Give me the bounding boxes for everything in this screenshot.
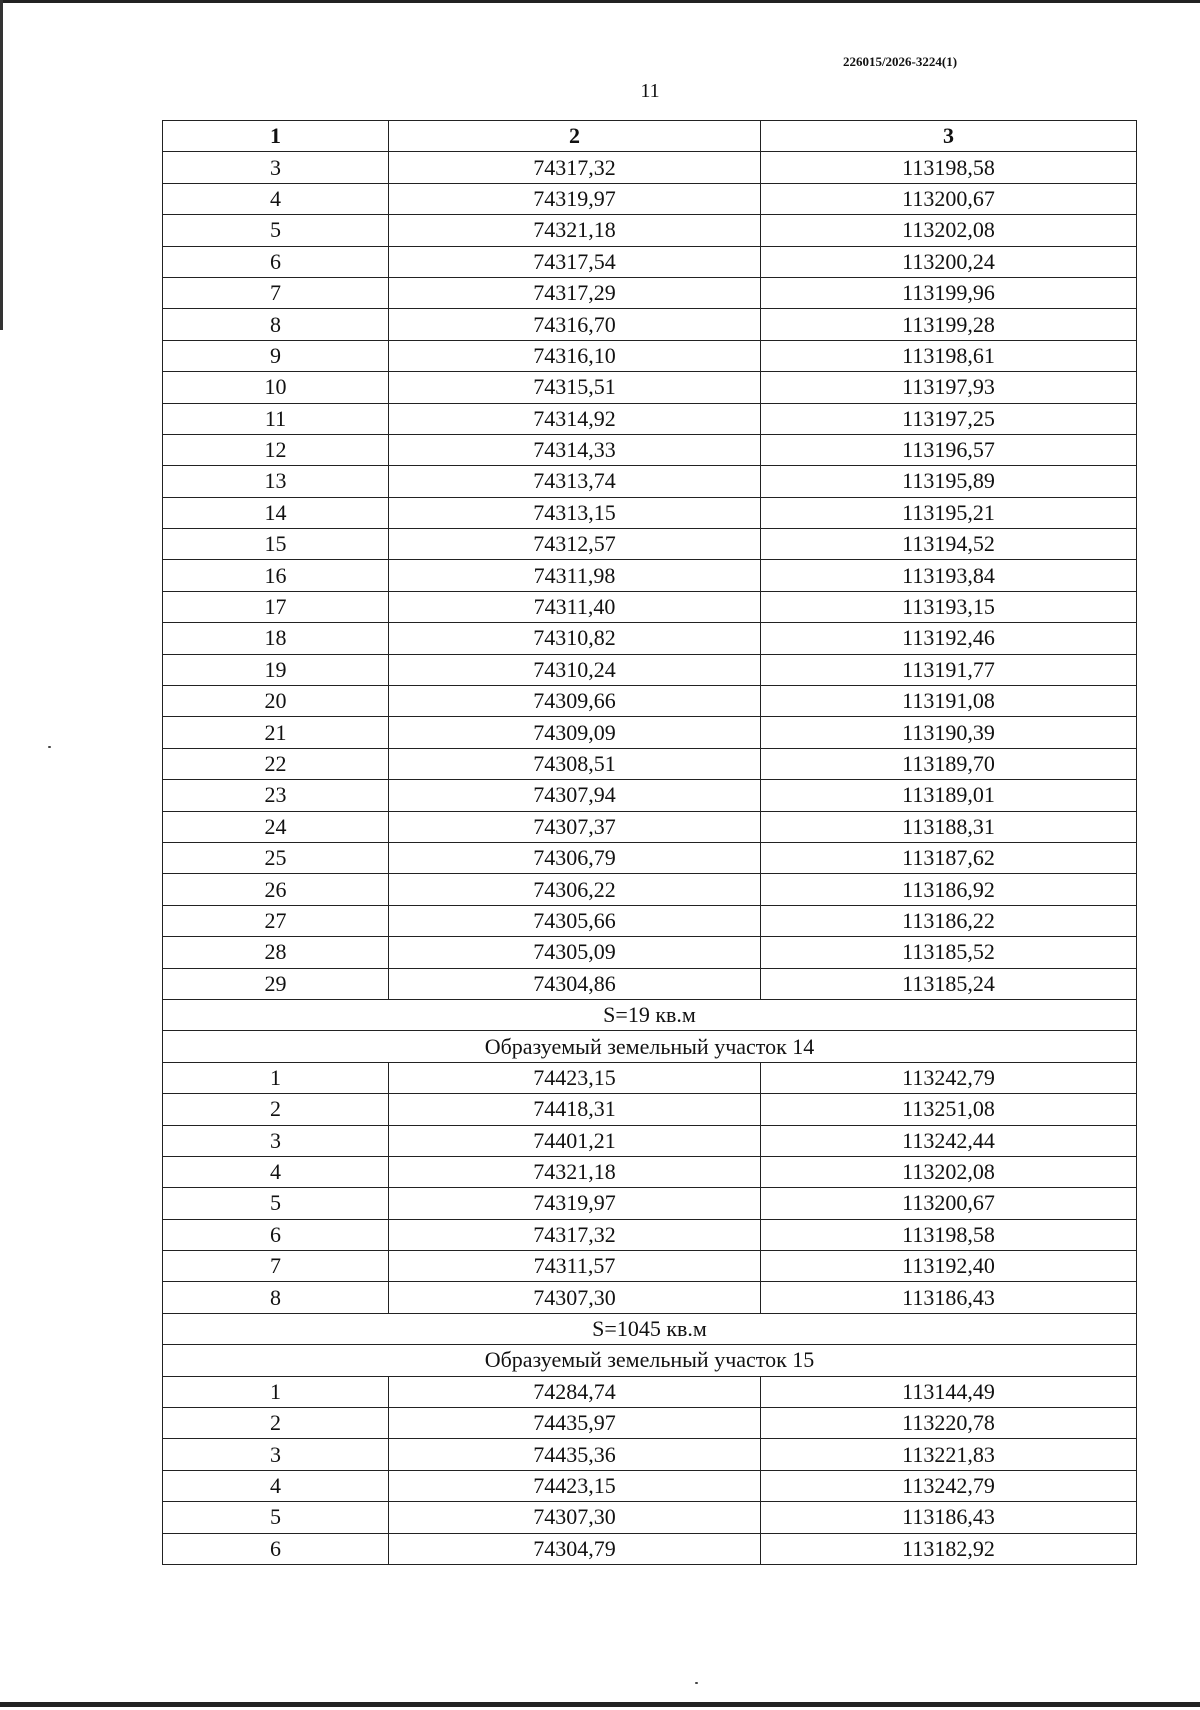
table-row — [163, 1219, 1137, 1250]
table-row — [163, 811, 1137, 842]
x-coordinate-cell: 74305,09 — [389, 937, 761, 968]
point-number-cell: 18 — [163, 623, 389, 654]
y-coordinate-cell: 113197,93 — [761, 372, 1137, 403]
table-row — [163, 1470, 1137, 1501]
x-coordinate-cell: 74418,31 — [389, 1094, 761, 1125]
x-coordinate-cell: 74306,22 — [389, 874, 761, 905]
y-coordinate-cell: 113220,78 — [761, 1408, 1137, 1439]
table-row — [163, 529, 1137, 560]
coordinates-table — [162, 120, 1137, 1565]
point-number-cell: 27 — [163, 905, 389, 936]
point-number-cell: 5 — [163, 1502, 389, 1533]
point-number-cell: 4 — [163, 1470, 389, 1501]
y-coordinate-cell: 113196,57 — [761, 434, 1137, 465]
x-coordinate-cell: 74313,74 — [389, 466, 761, 497]
table-row — [163, 1282, 1137, 1313]
table-row — [163, 748, 1137, 779]
table-row — [163, 183, 1137, 214]
x-coordinate-cell: 74313,15 — [389, 497, 761, 528]
y-coordinate-cell: 113202,08 — [761, 215, 1137, 246]
x-coordinate-cell: 74319,97 — [389, 183, 761, 214]
x-coordinate-cell: 74310,82 — [389, 623, 761, 654]
point-number-cell: 23 — [163, 780, 389, 811]
scan-edge-bottom — [0, 1702, 1200, 1707]
x-coordinate-cell: 74314,33 — [389, 434, 761, 465]
point-number-cell: 4 — [163, 1156, 389, 1187]
table-row — [163, 309, 1137, 340]
point-number-cell: 21 — [163, 717, 389, 748]
point-number-cell: 6 — [163, 246, 389, 277]
table-row — [163, 780, 1137, 811]
x-coordinate-cell: 74284,74 — [389, 1376, 761, 1407]
y-coordinate-cell: 113242,79 — [761, 1062, 1137, 1093]
y-coordinate-cell: 113198,58 — [761, 1219, 1137, 1250]
point-number-cell: 19 — [163, 654, 389, 685]
table-row — [163, 560, 1137, 591]
y-coordinate-cell: 113188,31 — [761, 811, 1137, 842]
y-coordinate-cell: 113185,52 — [761, 937, 1137, 968]
table-row — [163, 842, 1137, 873]
point-number-cell: 24 — [163, 811, 389, 842]
page-number: 11 — [640, 80, 660, 102]
table-row — [163, 1188, 1137, 1219]
y-coordinate-cell: 113189,01 — [761, 780, 1137, 811]
y-coordinate-cell: 113186,92 — [761, 874, 1137, 905]
y-coordinate-cell: 113186,43 — [761, 1282, 1137, 1313]
point-number-cell: 6 — [163, 1219, 389, 1250]
point-number-cell: 9 — [163, 340, 389, 371]
x-coordinate-cell: 74311,40 — [389, 591, 761, 622]
table-row — [163, 1533, 1137, 1564]
x-coordinate-cell: 74306,79 — [389, 842, 761, 873]
table-body — [163, 152, 1137, 1565]
point-number-cell: 25 — [163, 842, 389, 873]
section-title-row — [163, 1345, 1137, 1376]
area-label: S=1045 кв.м — [163, 1313, 1137, 1344]
point-number-cell: 2 — [163, 1408, 389, 1439]
y-coordinate-cell: 113242,79 — [761, 1470, 1137, 1501]
y-coordinate-cell: 113198,61 — [761, 340, 1137, 371]
scan-speck — [695, 1682, 698, 1684]
x-coordinate-cell: 74315,51 — [389, 372, 761, 403]
x-coordinate-cell: 74321,18 — [389, 1156, 761, 1187]
point-number-cell: 7 — [163, 1251, 389, 1282]
x-coordinate-cell: 74316,70 — [389, 309, 761, 340]
y-coordinate-cell: 113193,15 — [761, 591, 1137, 622]
y-coordinate-cell: 113192,40 — [761, 1251, 1137, 1282]
point-number-cell: 12 — [163, 434, 389, 465]
table-row — [163, 403, 1137, 434]
table-row — [163, 215, 1137, 246]
table-row — [163, 1502, 1137, 1533]
table-row — [163, 1125, 1137, 1156]
x-coordinate-cell: 74401,21 — [389, 1125, 761, 1156]
point-number-cell: 8 — [163, 1282, 389, 1313]
x-coordinate-cell: 74309,66 — [389, 686, 761, 717]
table-row — [163, 1094, 1137, 1125]
y-coordinate-cell: 113251,08 — [761, 1094, 1137, 1125]
column-header: 1 — [163, 121, 389, 152]
y-coordinate-cell: 113182,92 — [761, 1533, 1137, 1564]
point-number-cell: 16 — [163, 560, 389, 591]
y-coordinate-cell: 113192,46 — [761, 623, 1137, 654]
table-row — [163, 1376, 1137, 1407]
y-coordinate-cell: 113185,24 — [761, 968, 1137, 999]
table-row — [163, 591, 1137, 622]
x-coordinate-cell: 74307,37 — [389, 811, 761, 842]
table-row — [163, 905, 1137, 936]
y-coordinate-cell: 113194,52 — [761, 529, 1137, 560]
y-coordinate-cell: 113187,62 — [761, 842, 1137, 873]
table-row — [163, 874, 1137, 905]
table-row — [163, 968, 1137, 999]
y-coordinate-cell: 113242,44 — [761, 1125, 1137, 1156]
point-number-cell: 8 — [163, 309, 389, 340]
column-header: 2 — [389, 121, 761, 152]
x-coordinate-cell: 74304,79 — [389, 1533, 761, 1564]
table-row — [163, 277, 1137, 308]
point-number-cell: 22 — [163, 748, 389, 779]
table-row — [163, 1156, 1137, 1187]
section-title-row — [163, 1031, 1137, 1062]
point-number-cell: 5 — [163, 215, 389, 246]
table-row — [163, 1439, 1137, 1470]
x-coordinate-cell: 74311,57 — [389, 1251, 761, 1282]
x-coordinate-cell: 74310,24 — [389, 654, 761, 685]
scan-speck — [48, 746, 51, 748]
table-row — [163, 246, 1137, 277]
point-number-cell: 3 — [163, 152, 389, 183]
y-coordinate-cell: 113200,67 — [761, 183, 1137, 214]
x-coordinate-cell: 74314,92 — [389, 403, 761, 434]
column-header: 3 — [761, 121, 1137, 152]
table-row — [163, 937, 1137, 968]
point-number-cell: 13 — [163, 466, 389, 497]
point-number-cell: 1 — [163, 1376, 389, 1407]
point-number-cell: 7 — [163, 277, 389, 308]
x-coordinate-cell: 74423,15 — [389, 1470, 761, 1501]
x-coordinate-cell: 74311,98 — [389, 560, 761, 591]
y-coordinate-cell: 113195,21 — [761, 497, 1137, 528]
y-coordinate-cell: 113190,39 — [761, 717, 1137, 748]
table-row — [163, 372, 1137, 403]
point-number-cell: 15 — [163, 529, 389, 560]
table-header-row — [163, 121, 1137, 152]
y-coordinate-cell: 113199,28 — [761, 309, 1137, 340]
x-coordinate-cell: 74319,97 — [389, 1188, 761, 1219]
y-coordinate-cell: 113202,08 — [761, 1156, 1137, 1187]
point-number-cell: 17 — [163, 591, 389, 622]
y-coordinate-cell: 113191,77 — [761, 654, 1137, 685]
x-coordinate-cell: 74304,86 — [389, 968, 761, 999]
scan-edge-left — [0, 0, 3, 330]
y-coordinate-cell: 113189,70 — [761, 748, 1137, 779]
point-number-cell: 29 — [163, 968, 389, 999]
table-row — [163, 623, 1137, 654]
point-number-cell: 28 — [163, 937, 389, 968]
x-coordinate-cell: 74317,32 — [389, 1219, 761, 1250]
y-coordinate-cell: 113197,25 — [761, 403, 1137, 434]
x-coordinate-cell: 74305,66 — [389, 905, 761, 936]
area-row — [163, 1313, 1137, 1344]
x-coordinate-cell: 74308,51 — [389, 748, 761, 779]
y-coordinate-cell: 113221,83 — [761, 1439, 1137, 1470]
y-coordinate-cell: 113193,84 — [761, 560, 1137, 591]
area-label: S=19 кв.м — [163, 999, 1137, 1030]
x-coordinate-cell: 74435,36 — [389, 1439, 761, 1470]
point-number-cell: 2 — [163, 1094, 389, 1125]
table-row — [163, 497, 1137, 528]
point-number-cell: 6 — [163, 1533, 389, 1564]
area-row — [163, 999, 1137, 1030]
y-coordinate-cell: 113191,08 — [761, 686, 1137, 717]
table-row — [163, 654, 1137, 685]
y-coordinate-cell: 113186,43 — [761, 1502, 1137, 1533]
table-row — [163, 686, 1137, 717]
y-coordinate-cell: 113198,58 — [761, 152, 1137, 183]
x-coordinate-cell: 74317,32 — [389, 152, 761, 183]
table-row — [163, 1062, 1137, 1093]
table-row — [163, 717, 1137, 748]
point-number-cell: 5 — [163, 1188, 389, 1219]
point-number-cell: 10 — [163, 372, 389, 403]
y-coordinate-cell: 113195,89 — [761, 466, 1137, 497]
y-coordinate-cell: 113200,67 — [761, 1188, 1137, 1219]
y-coordinate-cell: 113144,49 — [761, 1376, 1137, 1407]
table-row — [163, 466, 1137, 497]
table-row — [163, 152, 1137, 183]
x-coordinate-cell: 74307,30 — [389, 1502, 761, 1533]
x-coordinate-cell: 74307,30 — [389, 1282, 761, 1313]
x-coordinate-cell: 74423,15 — [389, 1062, 761, 1093]
x-coordinate-cell: 74307,94 — [389, 780, 761, 811]
point-number-cell: 20 — [163, 686, 389, 717]
point-number-cell: 11 — [163, 403, 389, 434]
x-coordinate-cell: 74317,54 — [389, 246, 761, 277]
point-number-cell: 1 — [163, 1062, 389, 1093]
document-reference-number: 226015/2026-3224(1) — [842, 54, 958, 69]
y-coordinate-cell: 113199,96 — [761, 277, 1137, 308]
point-number-cell: 3 — [163, 1125, 389, 1156]
table-row — [163, 1251, 1137, 1282]
point-number-cell: 4 — [163, 183, 389, 214]
table-row — [163, 340, 1137, 371]
x-coordinate-cell: 74317,29 — [389, 277, 761, 308]
section-title: Образуемый земельный участок 14 — [163, 1031, 1137, 1062]
scan-edge-top — [0, 0, 1200, 3]
x-coordinate-cell: 74312,57 — [389, 529, 761, 560]
x-coordinate-cell: 74309,09 — [389, 717, 761, 748]
point-number-cell: 14 — [163, 497, 389, 528]
table-row — [163, 434, 1137, 465]
point-number-cell: 3 — [163, 1439, 389, 1470]
y-coordinate-cell: 113186,22 — [761, 905, 1137, 936]
y-coordinate-cell: 113200,24 — [761, 246, 1137, 277]
x-coordinate-cell: 74435,97 — [389, 1408, 761, 1439]
table-row — [163, 1408, 1137, 1439]
x-coordinate-cell: 74321,18 — [389, 215, 761, 246]
section-title: Образуемый земельный участок 15 — [163, 1345, 1137, 1376]
x-coordinate-cell: 74316,10 — [389, 340, 761, 371]
point-number-cell: 26 — [163, 874, 389, 905]
